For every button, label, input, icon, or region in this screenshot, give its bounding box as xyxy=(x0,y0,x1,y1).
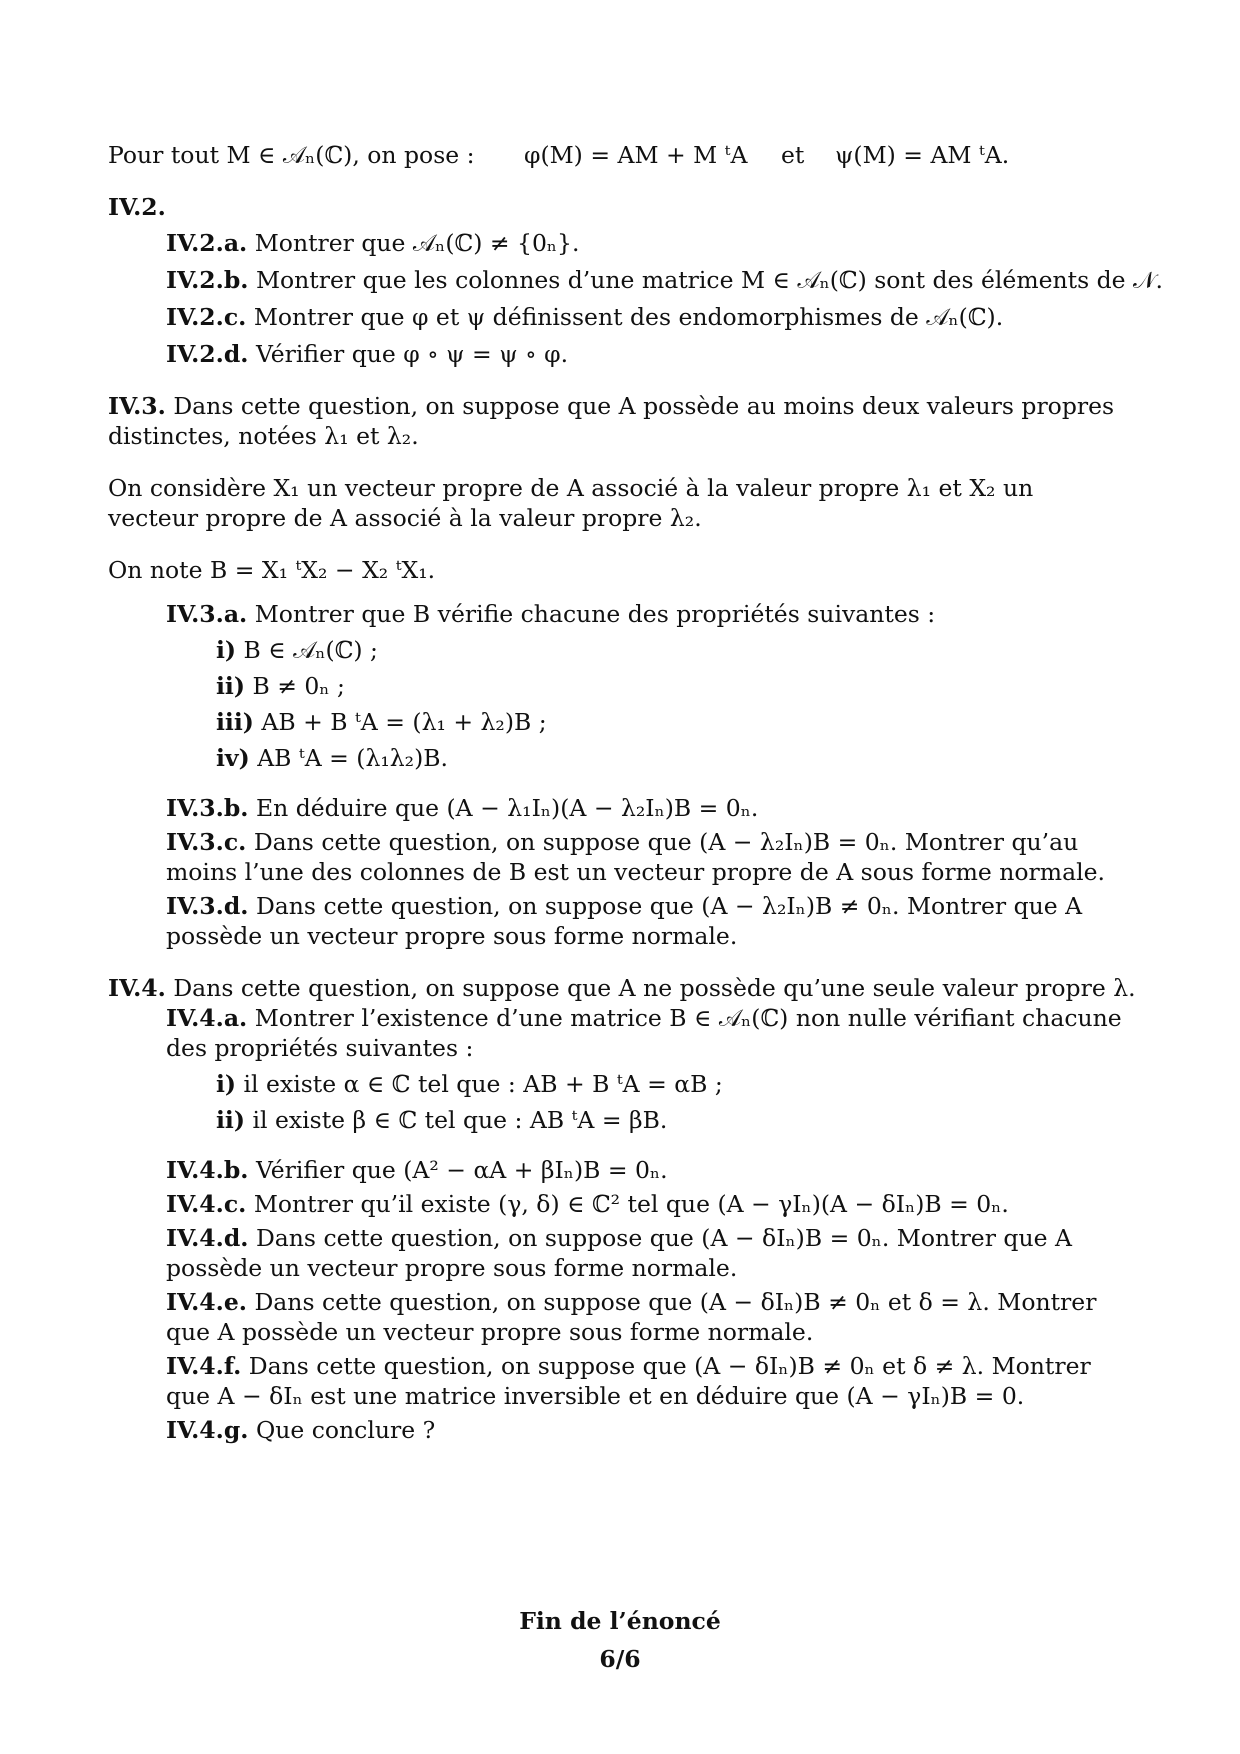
question-text: Vérifier que φ ∘ ψ = ψ ∘ φ. xyxy=(255,340,569,368)
question-label: IV.4.f. xyxy=(166,1352,242,1380)
question-text: Montrer que B vérifie chacune des propriétés suivantes : xyxy=(254,600,936,628)
question-iv4e xyxy=(108,1287,1123,1347)
end-of-statement: Fin de l’énoncé xyxy=(519,1607,721,1635)
page-number: 6/6 xyxy=(599,1645,641,1673)
question-iv2c xyxy=(108,302,1123,332)
question-text: Dans cette question, on suppose que (A − δIₙ)B ≠ 0ₙ et δ = λ. Montrer que A possède un vecteur propre sous forme normale. xyxy=(166,1288,1097,1346)
property-label: i) xyxy=(216,1070,237,1098)
question-label: IV.2. xyxy=(108,193,166,221)
property-text: il existe α ∈ ℂ tel que : AB + B ᵗA = αB ; xyxy=(243,1070,723,1098)
paragraph-eigenvectors: On considère X₁ un vecteur propre de A associé à la valeur propre λ₁ et X₂ un vecteur propre de A associé à la valeur propre λ₂. xyxy=(108,474,1034,532)
intro-et: et xyxy=(781,141,805,169)
question-iv4c xyxy=(108,1189,1123,1219)
question-iv3d xyxy=(108,891,1123,951)
property-item xyxy=(108,743,1123,773)
question-text: Vérifier que (A² − αA + βIₙ)B = 0ₙ. xyxy=(255,1156,668,1184)
question-iv2b xyxy=(108,265,1164,295)
question-text: Montrer que 𝒜ₙ(ℂ) ≠ {0ₙ}. xyxy=(254,229,580,257)
question-iv3 xyxy=(108,391,1123,451)
question-label: IV.4.g. xyxy=(166,1416,249,1444)
question-iv4d xyxy=(108,1223,1123,1283)
footer-end-note xyxy=(0,1606,1240,1636)
question-iv2a xyxy=(108,228,1123,258)
question-iv4f xyxy=(108,1351,1123,1411)
property-item xyxy=(108,1105,1123,1135)
property-text: B ≠ 0ₙ ; xyxy=(252,672,345,700)
question-text: Montrer que les colonnes d’une matrice M ∈ 𝒜ₙ(ℂ) sont des éléments de 𝒩. xyxy=(255,266,1164,294)
question-label: IV.4. xyxy=(108,974,166,1002)
property-label: iii) xyxy=(216,708,254,736)
footer-page-number xyxy=(0,1644,1240,1674)
property-text: B ∈ 𝒜ₙ(ℂ) ; xyxy=(243,636,378,664)
question-text: En déduire que (A − λ₁Iₙ)(A − λ₂Iₙ)B = 0ₙ. xyxy=(255,794,759,822)
property-text: AB ᵗA = (λ₁λ₂)B. xyxy=(257,744,448,772)
question-label: IV.2.d. xyxy=(166,340,249,368)
question-text: Dans cette question, on suppose que (A − λ₂Iₙ)B = 0ₙ. Montrer qu’au moins l’une des colonnes de B est un vecteur propre de A sous forme normale. xyxy=(166,828,1105,886)
question-label: IV.4.c. xyxy=(166,1190,247,1218)
property-item xyxy=(108,671,1123,701)
question-label: IV.2.c. xyxy=(166,303,247,331)
question-text: Dans cette question, on suppose que (A − δIₙ)B = 0ₙ. Montrer que A possède un vecteur propre sous forme normale. xyxy=(166,1224,1072,1282)
psi-definition: ψ(M) = AM ᵗA. xyxy=(835,141,1010,169)
question-text: Dans cette question, on suppose que A possède au moins deux valeurs propres distinctes, notées λ₁ et λ₂. xyxy=(108,392,1115,450)
question-label: IV.3.d. xyxy=(166,892,249,920)
question-iv4b xyxy=(108,1155,1123,1185)
phi-definition: φ(M) = AM + M ᵗA xyxy=(524,141,748,169)
question-text: Montrer l’existence d’une matrice B ∈ 𝒜ₙ(ℂ) non nulle vérifiant chacune des propriétés suivantes : xyxy=(166,1004,1122,1062)
property-label: i) xyxy=(216,636,237,664)
paragraph-define-b: On note B = X₁ ᵗX₂ − X₂ ᵗX₁. xyxy=(108,556,436,584)
question-label: IV.4.d. xyxy=(166,1224,249,1252)
question-text: Dans cette question, on suppose que A ne possède qu’une seule valeur propre λ. xyxy=(173,974,1136,1002)
question-iv3a xyxy=(108,599,1123,629)
question-text: Montrer qu’il existe (γ, δ) ∈ ℂ² tel que (A − γIₙ)(A − δIₙ)B = 0ₙ. xyxy=(253,1190,1009,1218)
question-text: Montrer que φ et ψ définissent des endomorphismes de 𝒜ₙ(ℂ). xyxy=(253,303,1004,331)
question-iv4a xyxy=(108,1003,1123,1063)
question-iv3b xyxy=(108,793,1123,823)
property-label: iv) xyxy=(216,744,250,772)
question-label: IV.3. xyxy=(108,392,166,420)
question-iv2-heading xyxy=(108,192,1123,222)
property-label: ii) xyxy=(216,672,245,700)
property-item xyxy=(108,635,1123,665)
property-item xyxy=(108,707,1123,737)
question-label: IV.3.c. xyxy=(166,828,247,856)
question-iv4 xyxy=(108,973,1136,1003)
question-label: IV.4.e. xyxy=(166,1288,247,1316)
question-text: Dans cette question, on suppose que (A − λ₂Iₙ)B ≠ 0ₙ. Montrer que A possède un vecteur propre sous forme normale. xyxy=(166,892,1083,950)
question-label: IV.2.a. xyxy=(166,229,248,257)
intro-line xyxy=(108,140,1123,172)
property-text: il existe β ∈ ℂ tel que : AB ᵗA = βB. xyxy=(252,1106,668,1134)
question-text: Dans cette question, on suppose que (A − δIₙ)B ≠ 0ₙ et δ ≠ λ. Montrer que A − δIₙ est une matrice inversible et en déduire que (A − γIₙ)B = 0. xyxy=(166,1352,1091,1410)
intro-lead: Pour tout M ∈ 𝒜ₙ(ℂ), on pose : xyxy=(108,141,475,169)
question-label: IV.2.b. xyxy=(166,266,249,294)
question-iv4g xyxy=(108,1415,1123,1445)
question-iv3c xyxy=(108,827,1123,887)
question-label: IV.3.b. xyxy=(166,794,249,822)
exam-page xyxy=(108,140,1164,1445)
question-label: IV.3.a. xyxy=(166,600,248,628)
question-label: IV.4.b. xyxy=(166,1156,249,1184)
question-iv2d xyxy=(108,339,1123,369)
question-text: Que conclure ? xyxy=(255,1416,436,1444)
question-label: IV.4.a. xyxy=(166,1004,248,1032)
property-label: ii) xyxy=(216,1106,245,1134)
property-text: AB + B ᵗA = (λ₁ + λ₂)B ; xyxy=(261,708,547,736)
property-item xyxy=(108,1069,1123,1099)
